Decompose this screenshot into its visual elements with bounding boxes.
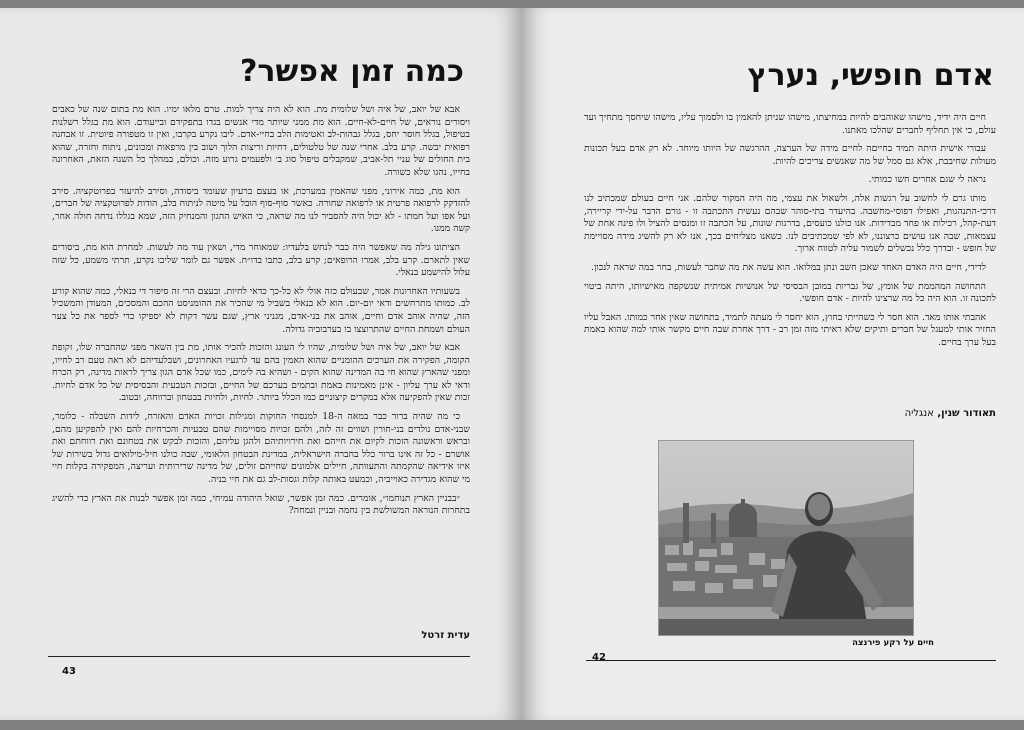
author-name: תאודור שנין, (937, 408, 996, 419)
author-country: אנגליה (904, 408, 934, 419)
right-page-author (905, 408, 996, 419)
left-page (0, 8, 522, 720)
paragraph: כי מה שהיה ברור כבר במאה ה-18 למנסחי החוקות ומגילות זכויות האדם והאזרח, לידות השכלה - כלומר, שבני-אדם נולדים בני-חורין ושווים זה לזה, ולהם זכויות מסויימות שהם טבעיות והכרחיות להם ואין להפקיען מהם, ובראש וראשונה הזכות לקיום את חייהם ואת חירויותיהם ולהגן עליהם, והזכות לבקש את בטחונם ואת רווחתם ואת אושרם - כל זה אינו ברור כלל בחברה הישראלית, במדינת הבטחון הלאומי, שבה כולנו חיל-מילואים גדול בשירות של איזו אידיאה שהקמתה והתעוותה, חיילים אלמונים שחייהם זולים, של מדינה שרירותית ועריצה, המפקירה בקלות חיי מי שהוא מגדירה כאוייביה, וכמעט באותה קלות וגסות-לב גם את חיי בניה. (52, 411, 470, 486)
paragraph: אהבתי אותו מאד. הוא חסר לי כשהייתי בחוץ, הוא יחסר לי מעתה לתמיד, בתחושה שאין אחר כמותו. האבל עליו החזיר אותי למעגל של חברים ותיקים שלא ראיתי מזה זמן רב - דרך אחרת שבה חיים מקשר אותי למה שהוא באמת בעל ערך בחיים. (584, 311, 996, 348)
paragraph: ״בבניין הארץ תנוחמו״, אומרים. כמה זמן אפשר, שואל היהודה עמיחי, כמה זמן אפשר לבנות את הארץ כדי להשיג בתחרות הנוראה המשולשת בין נחמה ובניין ונמחה? (52, 492, 470, 517)
paragraph: עבורי אישית היתה תמיד בחייםה לחיים מידה של הערצה, ההרגשה של היותו מיוחד. לא רק אדם בעל תכונות מעולות שחיבבת, אלא גם סמל של מה שאנשים צריכים להיות. (584, 143, 996, 167)
paragraph: הציתונו גילה מה שאפשר היה כבר לנחש בלעדיו: שמאוחר מדי, ושאין עוד מה לעשות. למחרת הוא מת, ביסורים שאין לתארם. קרע בלב, אמרו הרופאים; קרע בלב, כתבו בדו״ח. אפשר גם לומר שליבו נקרע, תרתי משמע, כל שזה עלול להישמע בנאלי. (52, 241, 470, 279)
photo-image (659, 441, 913, 635)
right-page (522, 8, 1024, 720)
paragraph: אבא של יואב, של איה ושל שלומית מת. הוא לא היה צריך למות. טרם מלאו ימיו. הוא מת בתום שנה של כאבים ויסורים נוראים, של חיים-לא-חיים. הוא מת ממני שיותר מדי אנשים בגדו בתפקידם ובייעודם. הוא מת בגלל רשלנות בטיפול, בגלל חוסר יחס, בגלל גבהות-לב ואטימות הלב בחיי-אדם. ליבו נקרע בקרבו, ואין זו מטפורה פיוטית. זו אבחנה רפואית יבשה. קרע בלב. אחרי שנה של טלטולים, דחיות וריצות הלוך ושוב בין מרפאות ומכונים, ניתוח וחזרה, שהוא בית החולים של עניי תל-אביב, שמקבלים טיפול סוג ב׳ ולפעמים גרוע מזה. וכולם, במהלך כל השנה הזאת, האחרונה בחייו, נהגו שלא כשורה. (52, 104, 470, 178)
footer-rule (48, 656, 470, 657)
paragraph: לדידי, חיים היה האדם האחד שאכן חשב ונתן במלואו. הוא עשה את מה שחבר לעשות, בחר במה שראה לנכון. (591, 261, 986, 273)
photo-caption: חיים על רקע פירנצה (852, 638, 934, 648)
paragraph: הוא מת, כמה אירוני, מפני שהאמין במערכת, או בעצם ברעיון שעומד ביסודה, וסירב להיעזר בפרוטקציה. סירב להזדקק לרפואה פרטית או לרפואה שחורה. כאשר סוף-סוף הובל על מיטה לניתוח בלב, הודות לפרוטקציה של חברים, ועל אפו ועל חמתו - לא יכול היה להסביר לנו מה שראה, כי האיש ההגון והמנחיק הזה, שמא בגללו נדחה חולה אחר, קשה ממנו. (52, 185, 470, 235)
paragraph: נראה לי שגם אחרים חשו כמותי. (868, 174, 986, 186)
paragraph: בשעותיו האחרונות אמר, שבעולם כזה אולי לא כל-כך כדאי לחיות. ובעצם הרי זה סיפור די בנאלי, כמה שהוא קורע לב. כמותו מתרחשים ודאי יום-יום. הוא לא בנאלי בשביל מי שהכיר את ההומניסט ההכם והמסכים, המעודן והמשכיל הזה, שהיה אוהב אדם וחיים, אוהב את בני-אדם, מגניני ארץ, שגם עשר דקות לא יספיקו כדי לספר את כל צער העולם ושמחת החיים שהתרוצצו בו בערבוביה גדולה. (52, 285, 470, 335)
right-page-number: 42 (592, 652, 606, 663)
paragraph: מותו גרם לי לחשוב על רגשות אלה, ולשאול את עצמי, מה היה המקור שלהם. אני חיים בעולם שמכתיב לנו דרכי-התנהגות, ואפילו דפוסי-מחשבה. בהיעדר בתי-סוהר שבהם נעשית התכתבה זו - גורם הדבר על-ידי קריירה, דעת-קהל, רכילות או פחד מבדידות. אנו כולנו כועסים, בדרגות שונות, על הכתבה זו ומנסים להציל ולו פינה אחת של עצמאות, שבה אנו עושים כרצוננו, לא לפי שמכתיבים לנו. כשאנו מצליחים בכך, אנו לא רק להשיג מידה מסויימת של חופש - ובדרך כלל נכשלים לשמור עליה לטווח ארוך. (584, 192, 996, 255)
paragraph: אבא של יואב, של איה ושל שלומית, שהיו לי העונג והזכות להכיר אותו, מת בין השאר מפני שהחברה שלו, זקופת הקומה, הפקירה את הערכים ההומניים שהוא האמין בהם עד לרגעיו האחרונים, ושבלעדיהם לא ראה טעם רב לחייו, ומפני שהארץ שהוא חי בה המדינה שהוא הקים - ושהיא בה לימים, כמו שכל אדם הגון צריך לראות מדינה, רק הכרח ודאי לא ערך עליון - אינן מאמינות באמת ובתמים בערכם של החיים, ובזכות הטבעית והבסיסית של כל אדם לחיות. זכות שאין להפקיעה אלא במקרים קיצוניים כמו הכלל ביותר. לחיות, ולחיות בבטחון וברווחה, ובטוב. (52, 342, 470, 404)
right-page-body (584, 112, 996, 428)
right-page-title: אדם חופשי, נערץ (747, 58, 994, 93)
florence-photo (658, 440, 914, 636)
footer-rule (586, 660, 996, 661)
left-page-body (52, 104, 470, 622)
left-page-title: כמה זמן אפשר? (239, 54, 464, 89)
paragraph: חיים היה ידיד, מישהו שאוהבים להיות במחיצתו, מישהו שניתן להאמין בו ולסמוך עליו, מישהו שיחסך מתחיך ועד עולם, כי אין תחליף לחברים שהלכו מאתנו. (584, 112, 996, 136)
paragraph: התחושה המהממת של אומץ, של גבריות במובן הבסיסי של אנושיות אמיתית שנשקפה מאישיותו, היתה ביטוי לתכונה זו. הוא היה כל מה שרצינו להיות - אדם חופשי. (584, 280, 996, 305)
left-page-author: עדית זרטל (421, 630, 470, 641)
left-page-number: 43 (62, 666, 76, 677)
